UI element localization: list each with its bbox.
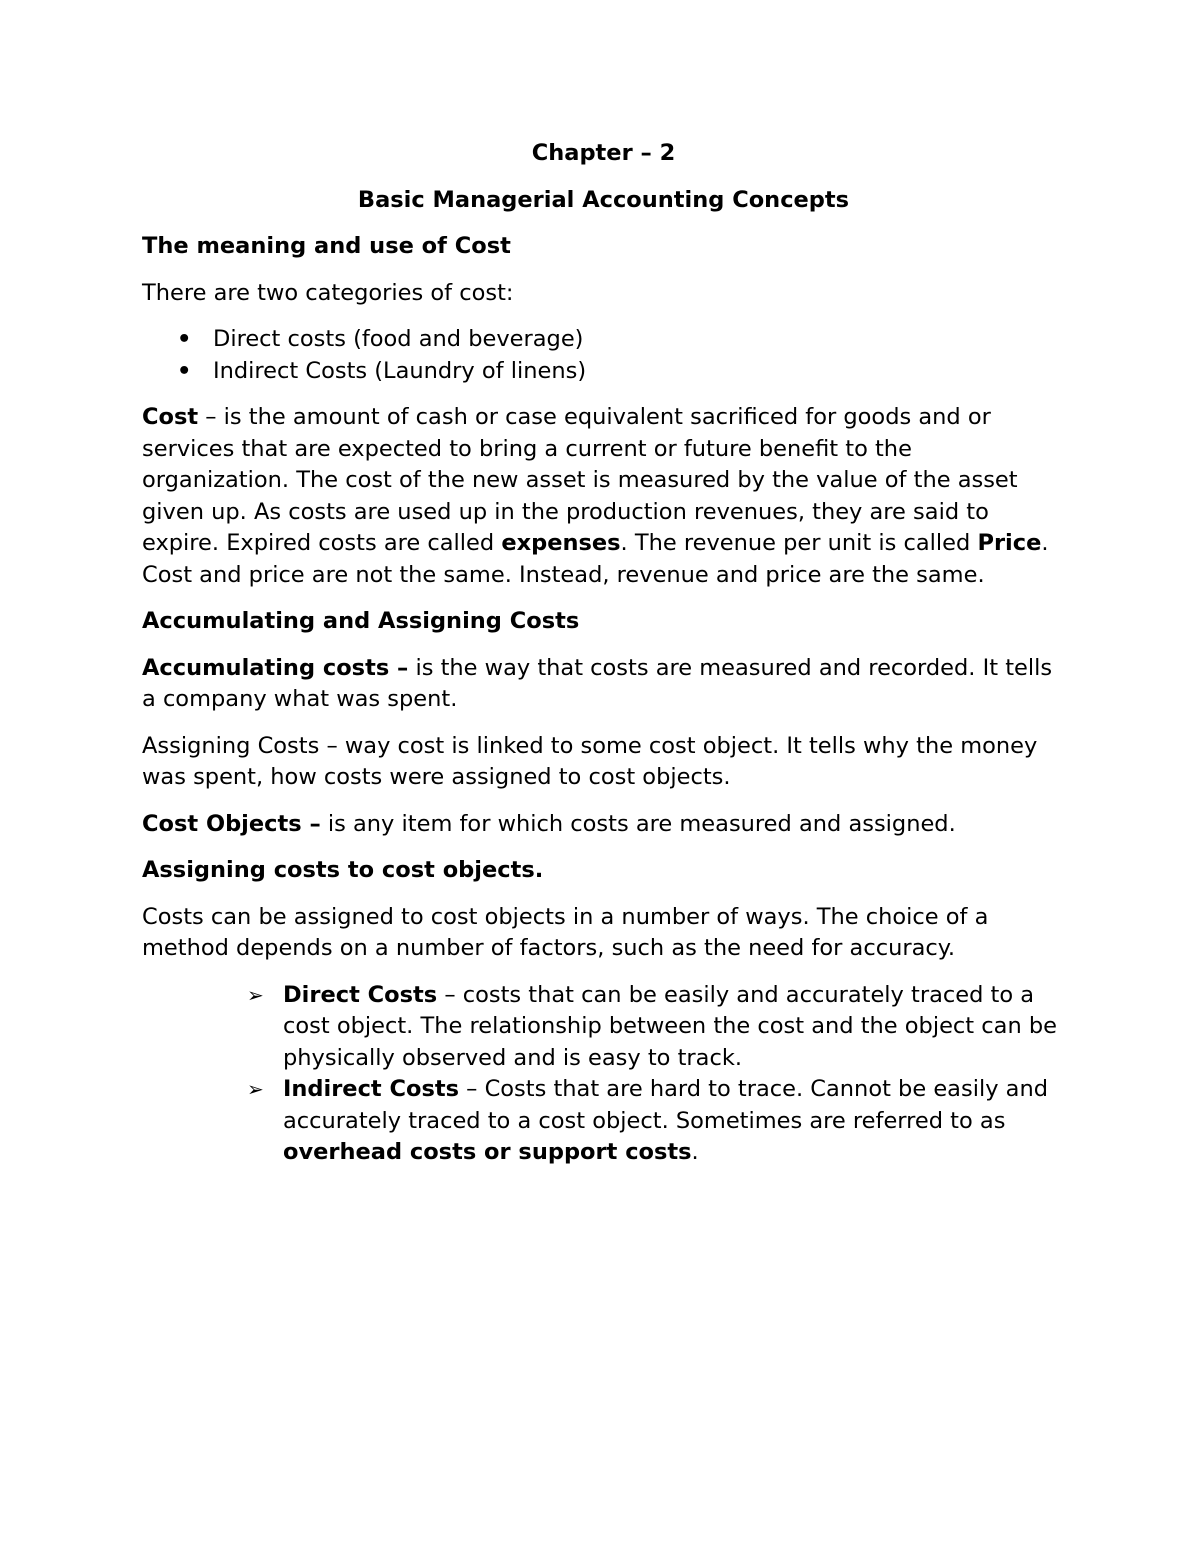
list-item-text: Indirect Costs (Laundry of linens) [213, 357, 587, 384]
indirect-costs-term: Indirect Costs [283, 1076, 460, 1102]
chapter-heading: Chapter – 2 [531, 140, 676, 166]
arrow-bullet-icon: ➢ [247, 982, 264, 1007]
section-heading-assigning-to-objects: Assigning costs to cost objects. [142, 857, 544, 883]
cost-definition-text-2: . The revenue per unit is called [620, 530, 978, 556]
expenses-term: expenses [501, 530, 621, 556]
list-item [177, 324, 1065, 356]
cost-types-list [142, 980, 1065, 1169]
list-item [247, 980, 1065, 1075]
bullet-icon: • [177, 326, 192, 352]
cost-objects-paragraph [142, 809, 1065, 841]
list-item [247, 1074, 1065, 1169]
section-heading-accumulating-assigning: Accumulating and Assigning Costs [142, 608, 580, 634]
section-heading-meaning-of-cost: The meaning and use of Cost [142, 233, 511, 259]
indirect-costs-text-2: . [691, 1139, 699, 1165]
cost-categories-list [142, 324, 1065, 387]
accumulating-costs-term: Accumulating costs – [142, 654, 409, 681]
cost-definition-text-1: – is the amount of cash or case equivalent sacrificed for goods and or services that are expected to bring a current or future benefit to the organization. The cost of the new asset is measured by the value of the asset given up. As costs are used up in the production revenues, they are said to expire. Expired costs are called [142, 404, 1018, 556]
direct-costs-term: Direct Costs [283, 981, 438, 1008]
indirect-costs-text-1: – Costs that are hard to trace. Cannot be easily and accurately traced to a cost object. Sometimes are referred to as [283, 1076, 1048, 1134]
list-item-text: Direct costs (food and beverage) [213, 326, 584, 352]
cost-definition-paragraph [142, 402, 1065, 591]
accumulating-costs-text: is the way that costs are measured and recorded. It tells a company what was spent. [142, 654, 1053, 712]
price-term: Price [977, 530, 1042, 556]
cost-objects-text: is any item for which costs are measured and assigned. [320, 810, 956, 837]
assigning-costs-paragraph: Assigning Costs – way cost is linked to some cost object. It tells why the money was spent, how costs were assigned to cost objects. [142, 732, 1038, 790]
overhead-costs-term: overhead costs or support costs [283, 1139, 692, 1165]
cost-objects-term: Cost Objects – [142, 810, 321, 837]
direct-costs-text: – costs that can be easily and accurately traced to a cost object. The relationship between the cost and the object can be physically observed and is easy to track. [283, 981, 1057, 1071]
cost-definition-text-3: . Cost and price are not the same. Instead, revenue and price are the same. [142, 530, 1049, 588]
categories-intro: There are two categories of cost: [142, 279, 514, 306]
list-item [177, 356, 1065, 388]
cost-term: Cost [142, 404, 199, 430]
accumulating-costs-paragraph [142, 653, 1065, 716]
assigning-methods-paragraph: Costs can be assigned to cost objects in a number of ways. The choice of a method depends on a number of factors, such as the need for accuracy. [142, 903, 989, 961]
bullet-icon: • [177, 357, 192, 384]
arrow-bullet-icon: ➢ [247, 1077, 264, 1101]
document-title: Basic Managerial Accounting Concepts [357, 186, 850, 213]
